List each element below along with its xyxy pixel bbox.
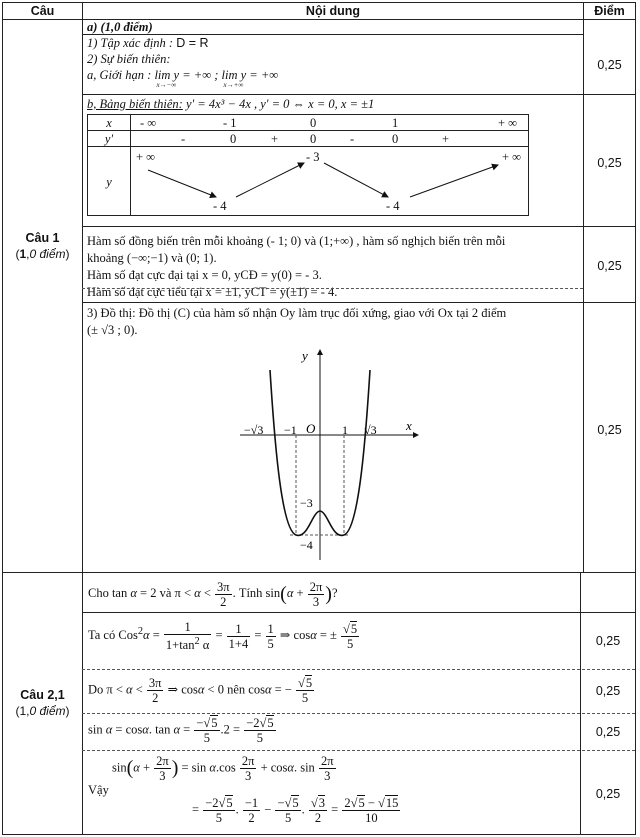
q21-step4-line2: = $\frac{-2√5}{5}$ . $\frac{-1}{2}$ − $\frac{-√5}{5}$ . $\frac{√3}{2}$ = $\frac{2√5 - √15}{10}$ [192, 796, 399, 825]
col-divider-1 [82, 2, 83, 835]
q1-label: Câu 1 [25, 231, 60, 245]
q1-row-line-1 [82, 94, 635, 95]
q21-step3: sin α = cosα. tan α = $\frac{-√5}{5}$ .2 = $\frac{-2√5}{5}$ [88, 716, 274, 745]
tick-sqrt3: √3 [364, 423, 377, 437]
q21-problem: Cho tan α = 2 và π < α < $\frac{3\pi}{2}$ . Tính sin(α + $\frac{2\pi}{3}$ )? [88, 579, 338, 609]
q1-limits [87, 68, 279, 89]
tick-neg1: −1 [284, 423, 297, 437]
table-border-right [635, 2, 636, 835]
dy-sign: - [350, 132, 355, 146]
tick-one: 1 [342, 423, 348, 437]
y-value: + ∞ [136, 150, 156, 164]
domain-label: 1) Tập xác định : [87, 36, 174, 50]
y-value: + ∞ [502, 150, 522, 164]
tick-neg4: −4 [300, 538, 313, 552]
q21-score-2: 0,25 [595, 684, 621, 698]
dy-sign: 0 [392, 132, 399, 146]
table-border-bottom [2, 834, 636, 835]
q1-variation: 2) Sự biến thiên: [87, 52, 171, 66]
dy-sign: - [181, 132, 186, 146]
limits-label: a, Giới hạn : [87, 68, 152, 82]
y-value: - 3 [306, 150, 320, 164]
q1-domain [87, 36, 209, 51]
table-dy-label: y' [104, 132, 114, 146]
q21-score-3: 0,25 [595, 725, 621, 739]
q1-score-3: 0,25 [597, 259, 622, 273]
q1-score-2: 0,25 [597, 156, 622, 170]
dy-sign: + [271, 132, 279, 146]
table-y-label: y [106, 175, 112, 189]
q1-monotonic: Hàm số đồng biến trên mỗi khoảng (- 1; 0) và (1;+∞) , hàm số nghịch biến trên mỗi khoảng (−∞;−1) và (0; 1). Hàm số đạt cực đại tại x = 0, yCĐ = y(0) = - 3. Hàm số đạt cực tiểu tại x = ±1, yCT = y(±1) = - 4. [87, 233, 581, 301]
x-value: - 1 [223, 116, 237, 130]
header-question: Câu [30, 4, 55, 18]
y-value: - 4 [213, 199, 227, 213]
x-value: - ∞ [140, 116, 157, 130]
variation-table [87, 114, 529, 216]
col-divider-2 [583, 2, 584, 572]
dy-sign: + [442, 132, 450, 146]
q21-step1: Ta có Cos$^2$α = $\frac{1}{1+\tan^2 \alpha}$ = $\frac{1}{1+4}$ = $\frac{1}{5}$ ⇒ cosα = ± $\frac{√5}{5}$ [88, 620, 358, 653]
dy-sign: 0 [310, 132, 317, 146]
y-value: - 4 [386, 199, 400, 213]
q1-points: (1,0 điểm) [15, 247, 70, 261]
q1-table-heading: b, Bảng biến thiên: y' = 4x³ − 4x , y' = 0 ⇔ x = 0, x = ±1 [87, 97, 375, 111]
q21-score-4: 0,25 [595, 787, 621, 801]
header-content: Nội dung [305, 4, 361, 18]
graph-origin: O [306, 421, 316, 436]
limit-2: lim y = +∞ x→+∞ [221, 68, 279, 89]
q1-part-a: a) (1,0 điểm) [87, 20, 153, 34]
function-graph [230, 340, 430, 565]
header-score: Điểm [594, 4, 625, 18]
row-divider [2, 572, 636, 573]
q1-score-4: 0,25 [597, 423, 622, 437]
x-value: 1 [392, 116, 399, 130]
q1-row-line-3 [82, 302, 635, 303]
tick-neg3: −3 [300, 496, 313, 510]
table-border-top [2, 2, 636, 3]
q1-max: Hàm số đạt cực đại tại x = 0, yCĐ = y(0) = - 3. [87, 268, 322, 282]
limit-1: lim y = +∞ ; x→−∞ [154, 68, 219, 89]
graph-y-label: y [302, 348, 308, 363]
table-x-label: x [106, 116, 112, 130]
q21-score-1: 0,25 [595, 634, 621, 648]
q1-row-line-2 [82, 226, 635, 227]
variation-arrows [88, 115, 528, 215]
q21-step4-line1: sin(α + $\frac{2\pi}{3}$ ) = sin α.cos $\frac{2\pi}{3}$ + cosα. sin $\frac{2\pi}{3}$ [112, 754, 334, 783]
x-value: + ∞ [498, 116, 518, 130]
q1-part-a-line [82, 34, 583, 35]
graph-x-label: x [406, 418, 412, 433]
q1-score-1: 0,25 [597, 58, 622, 72]
q21-step4-prefix: Vậy [88, 783, 109, 797]
q21-step2: Do π < α < $\frac{3\pi}{2}$ ⇒ cosα < 0 nên cosα = − $\frac{√5}{5}$ [88, 676, 313, 705]
q21-points: (1,0 điểm) [15, 704, 70, 718]
q21-label: Câu 2,1 [20, 688, 65, 702]
q1-graph-desc: 3) Đồ thị: Đồ thị (C) của hàm số nhận Oy làm trục đối xứng, giao với Ox tại 2 điểm (± √3 ; 0). [87, 306, 507, 337]
domain-value: D = R [176, 36, 209, 50]
x-value: 0 [310, 116, 317, 130]
tick-neg-sqrt3: −√3 [244, 423, 264, 437]
dy-sign: 0 [230, 132, 237, 146]
q1-min: Hàm số đạt cực tiểu tại x = ±1, yCT = y(±1) = - 4. [87, 285, 338, 299]
